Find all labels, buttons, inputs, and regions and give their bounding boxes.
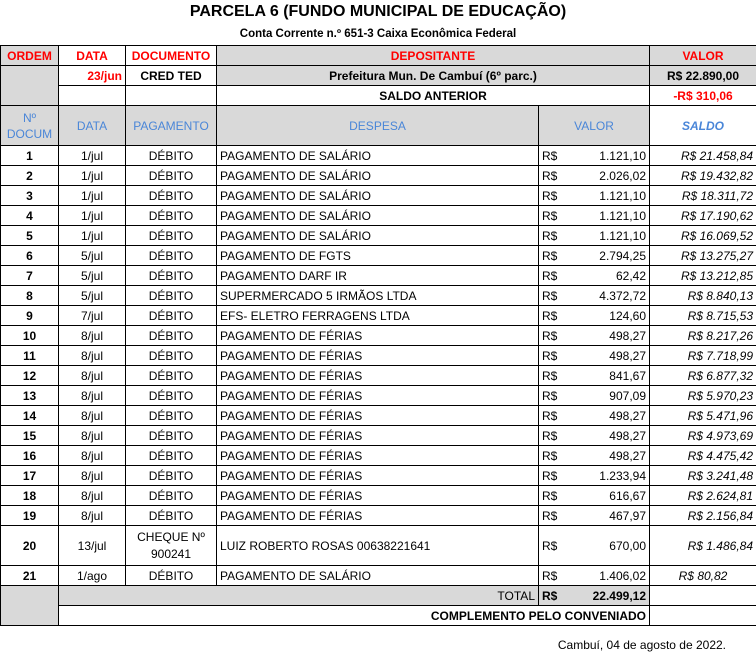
row-payment: DÉBITO	[126, 266, 217, 286]
row-date: 8/jul	[59, 326, 126, 346]
row-currency: R$	[539, 246, 559, 266]
row-payment: DÉBITO	[126, 146, 217, 166]
row-balance: R$ 1.486,84	[650, 526, 756, 566]
row-payment: DÉBITO	[126, 366, 217, 386]
row-balance: R$ 4.475,42	[650, 446, 756, 466]
table-row	[1, 226, 756, 246]
row-number: 21	[1, 566, 59, 586]
row-date: 1/ago	[59, 566, 126, 586]
row-date: 8/jul	[59, 386, 126, 406]
table-row	[1, 426, 756, 446]
row-expense: PAGAMENTO DE FÉRIAS	[217, 326, 539, 346]
table-row	[1, 446, 756, 466]
row-currency: R$	[539, 446, 559, 466]
row-value: 1.121,10	[559, 186, 650, 206]
row-value: 1.121,10	[559, 146, 650, 166]
row-balance: R$ 16.069,52	[650, 226, 756, 246]
saldo-anterior-row	[1, 86, 756, 106]
row-expense: PAGAMENTO DE FÉRIAS	[217, 426, 539, 446]
row-date: 8/jul	[59, 366, 126, 386]
row-balance: R$ 8.217,26	[650, 326, 756, 346]
row-date: 8/jul	[59, 486, 126, 506]
row-value: 1.406,02	[559, 566, 650, 586]
row-currency: R$	[539, 466, 559, 486]
cheque-number: 900241	[150, 546, 192, 561]
row-number: 11	[1, 346, 59, 366]
row-balance: R$ 2.156,84	[650, 506, 756, 526]
row-date: 1/jul	[59, 166, 126, 186]
row-currency: R$	[539, 326, 559, 346]
row-currency: R$	[539, 506, 559, 526]
row-date: 5/jul	[59, 246, 126, 266]
table-row	[1, 146, 756, 166]
row-number: 4	[1, 206, 59, 226]
row-currency: R$	[539, 426, 559, 446]
row-currency: R$	[539, 266, 559, 286]
row-payment: DÉBITO	[126, 166, 217, 186]
row-payment: DÉBITO	[126, 286, 217, 306]
empty-cell	[650, 606, 756, 626]
row-expense: PAGAMENTO DE FÉRIAS	[217, 446, 539, 466]
cheque-label: CHEQUE Nº	[137, 529, 205, 544]
row-currency: R$	[539, 226, 559, 246]
row-payment: DÉBITO	[126, 466, 217, 486]
row-balance: R$ 4.973,69	[650, 426, 756, 446]
row-currency: R$	[539, 566, 559, 586]
row-balance: R$ 8.715,53	[650, 306, 756, 326]
deposit-date: 23/jun	[59, 66, 126, 86]
row-expense: PAGAMENTO DE FÉRIAS	[217, 506, 539, 526]
row-number: 18	[1, 486, 59, 506]
row-number: 14	[1, 406, 59, 426]
row-balance: R$ 6.877,32	[650, 366, 756, 386]
row-balance: R$ 21.458,84	[650, 146, 756, 166]
row-payment: DÉBITO	[126, 486, 217, 506]
row-number: 2	[1, 166, 59, 186]
table-row	[1, 326, 756, 346]
row-payment: DÉBITO	[126, 386, 217, 406]
table-row	[1, 506, 756, 526]
row-expense: PAGAMENTO DE SALÁRIO	[217, 186, 539, 206]
header-valor-2: VALOR	[539, 106, 650, 146]
deposit-depositor: Prefeitura Mun. De Cambuí (6º parc.)	[217, 66, 650, 86]
header-data: DATA	[59, 46, 126, 66]
deposit-header-row	[1, 46, 756, 66]
total-value: 22.499,12	[559, 586, 650, 606]
row-number: 3	[1, 186, 59, 206]
row-date: 8/jul	[59, 426, 126, 446]
row-expense: PAGAMENTO DE SALÁRIO	[217, 566, 539, 586]
row-date: 5/jul	[59, 286, 126, 306]
row-balance: R$ 5.970,23	[650, 386, 756, 406]
row-currency: R$	[539, 486, 559, 506]
empty-cell	[650, 586, 756, 606]
header-saldo: SALDO	[650, 106, 756, 146]
row-number: 5	[1, 226, 59, 246]
row-payment: DÉBITO	[126, 346, 217, 366]
row-expense: PAGAMENTO DE FÉRIAS	[217, 366, 539, 386]
row-expense: PAGAMENTO DE FÉRIAS	[217, 346, 539, 366]
row-value: 62,42	[559, 266, 650, 286]
saldo-anterior-label: SALDO ANTERIOR	[217, 86, 650, 106]
row-number: 17	[1, 466, 59, 486]
row-currency: R$	[539, 166, 559, 186]
row-number: 9	[1, 306, 59, 326]
header-ordem: ORDEM	[1, 46, 59, 66]
row-date: 1/jul	[59, 186, 126, 206]
row-currency: R$	[539, 406, 559, 426]
row-date: 1/jul	[59, 226, 126, 246]
header-documento: DOCUMENTO	[126, 46, 217, 66]
row-date: 8/jul	[59, 406, 126, 426]
row-value: 670,00	[559, 526, 650, 566]
header-nr-docum: Nº DOCUM	[1, 106, 59, 146]
row-balance: R$ 8.840,13	[650, 286, 756, 306]
deposit-value: R$ 22.890,00	[650, 66, 756, 86]
row-value: 907,09	[559, 386, 650, 406]
ledger-table	[0, 45, 756, 626]
row-date: 13/jul	[59, 526, 126, 566]
table-row	[1, 306, 756, 326]
row-number: 19	[1, 506, 59, 526]
table-row	[1, 566, 756, 586]
row-number: 16	[1, 446, 59, 466]
table-row	[1, 186, 756, 206]
row-value: 1.121,10	[559, 226, 650, 246]
row-number: 7	[1, 266, 59, 286]
total-row	[1, 586, 756, 606]
total-label: TOTAL	[59, 586, 539, 606]
row-value: 1.233,94	[559, 466, 650, 486]
row-date: 1/jul	[59, 206, 126, 226]
footer-date: Cambuí, 04 de agosto de 2022.	[557, 638, 726, 652]
table-row	[1, 466, 756, 486]
row-number: 10	[1, 326, 59, 346]
row-balance: R$ 2.624,81	[650, 486, 756, 506]
row-currency: R$	[539, 286, 559, 306]
row-value: 2.794,25	[559, 246, 650, 266]
row-value: 467,97	[559, 506, 650, 526]
row-expense: PAGAMENTO DE FÉRIAS	[217, 386, 539, 406]
row-payment: DÉBITO	[126, 406, 217, 426]
page-title: PARCELA 6 (FUNDO MUNICIPAL DE EDUCAÇÃO)	[189, 3, 567, 20]
row-value: 1.121,10	[559, 206, 650, 226]
row-currency: R$	[539, 206, 559, 226]
saldo-anterior-value: -R$ 310,06	[650, 86, 756, 106]
expense-header-row	[1, 106, 756, 146]
complemento-label: COMPLEMENTO PELO CONVENIADO	[59, 606, 650, 626]
row-number: 6	[1, 246, 59, 266]
row-balance: R$ 18.311,72	[650, 186, 756, 206]
empty-cell	[59, 86, 126, 106]
row-value: 498,27	[559, 426, 650, 446]
deposit-row	[1, 66, 756, 86]
row-value: 498,27	[559, 406, 650, 426]
header-valor: VALOR	[650, 46, 756, 66]
header-data-2: DATA	[59, 106, 126, 146]
table-row	[1, 386, 756, 406]
row-balance: R$ 5.471,96	[650, 406, 756, 426]
row-balance: R$ 7.718,99	[650, 346, 756, 366]
row-expense: LUIZ ROBERTO ROSAS 00638221641	[217, 526, 539, 566]
row-balance: R$ 80,82	[650, 566, 756, 586]
row-payment: DÉBITO	[126, 226, 217, 246]
row-value: 2.026,02	[559, 166, 650, 186]
row-expense: PAGAMENTO DE FÉRIAS	[217, 466, 539, 486]
row-date: 8/jul	[59, 346, 126, 366]
row-balance: R$ 13.275,27	[650, 246, 756, 266]
row-expense: PAGAMENTO DE SALÁRIO	[217, 166, 539, 186]
total-currency: R$	[539, 586, 559, 606]
complemento-row	[1, 606, 756, 626]
row-expense: EFS- ELETRO FERRAGENS LTDA	[217, 306, 539, 326]
row-payment: DÉBITO	[126, 426, 217, 446]
table-row	[1, 486, 756, 506]
account-subtitle: Conta Corrente n.º 651-3 Caixa Econômica Federal	[239, 28, 517, 40]
row-value: 498,27	[559, 346, 650, 366]
table-row	[1, 346, 756, 366]
row-payment: DÉBITO	[126, 206, 217, 226]
row-date: 7/jul	[59, 306, 126, 326]
empty-cell	[126, 86, 217, 106]
row-number: 12	[1, 366, 59, 386]
row-date: 8/jul	[59, 446, 126, 466]
row-date: 8/jul	[59, 506, 126, 526]
row-date: 1/jul	[59, 146, 126, 166]
header-pagamento: PAGAMENTO	[126, 106, 217, 146]
row-expense: PAGAMENTO DE SALÁRIO	[217, 206, 539, 226]
row-payment: DÉBITO	[126, 506, 217, 526]
row-date: 8/jul	[59, 466, 126, 486]
row-expense: PAGAMENTO DE SALÁRIO	[217, 146, 539, 166]
row-balance: R$ 17.190,62	[650, 206, 756, 226]
row-value: 4.372,72	[559, 286, 650, 306]
table-row	[1, 406, 756, 426]
row-number: 15	[1, 426, 59, 446]
row-expense: PAGAMENTO DE FÉRIAS	[217, 486, 539, 506]
row-balance: R$ 13.212,85	[650, 266, 756, 286]
header-despesa: DESPESA	[217, 106, 539, 146]
row-value: 124,60	[559, 306, 650, 326]
row-value: 841,67	[559, 366, 650, 386]
row-currency: R$	[539, 146, 559, 166]
row-balance: R$ 3.241,48	[650, 466, 756, 486]
header-depositante: DEPOSITANTE	[217, 46, 650, 66]
row-value: 498,27	[559, 326, 650, 346]
row-value: 498,27	[559, 446, 650, 466]
table-row	[1, 206, 756, 226]
row-currency: R$	[539, 386, 559, 406]
table-row-cheque	[1, 526, 756, 566]
row-expense: PAGAMENTO DARF IR	[217, 266, 539, 286]
deposit-ordem-cell	[1, 66, 59, 106]
table-row	[1, 266, 756, 286]
table-row	[1, 366, 756, 386]
row-payment: DÉBITO	[126, 306, 217, 326]
row-value: 616,67	[559, 486, 650, 506]
table-row	[1, 246, 756, 266]
row-number: 8	[1, 286, 59, 306]
row-currency: R$	[539, 306, 559, 326]
row-payment: DÉBITO	[126, 446, 217, 466]
row-currency: R$	[539, 186, 559, 206]
row-payment	[126, 526, 217, 566]
row-payment: DÉBITO	[126, 246, 217, 266]
row-currency: R$	[539, 366, 559, 386]
total-left-cell	[1, 586, 59, 626]
table-row	[1, 166, 756, 186]
row-expense: PAGAMENTO DE FGTS	[217, 246, 539, 266]
row-expense: PAGAMENTO DE SALÁRIO	[217, 226, 539, 246]
row-balance: R$ 19.432,82	[650, 166, 756, 186]
row-number: 1	[1, 146, 59, 166]
row-currency: R$	[539, 526, 559, 566]
deposit-document: CRED TED	[126, 66, 217, 86]
row-payment: DÉBITO	[126, 186, 217, 206]
row-date: 5/jul	[59, 266, 126, 286]
row-number: 20	[1, 526, 59, 566]
row-payment: DÉBITO	[126, 566, 217, 586]
row-number: 13	[1, 386, 59, 406]
row-expense: PAGAMENTO DE FÉRIAS	[217, 406, 539, 426]
table-row	[1, 286, 756, 306]
row-currency: R$	[539, 346, 559, 366]
row-payment: DÉBITO	[126, 326, 217, 346]
row-expense: SUPERMERCADO 5 IRMÃOS LTDA	[217, 286, 539, 306]
